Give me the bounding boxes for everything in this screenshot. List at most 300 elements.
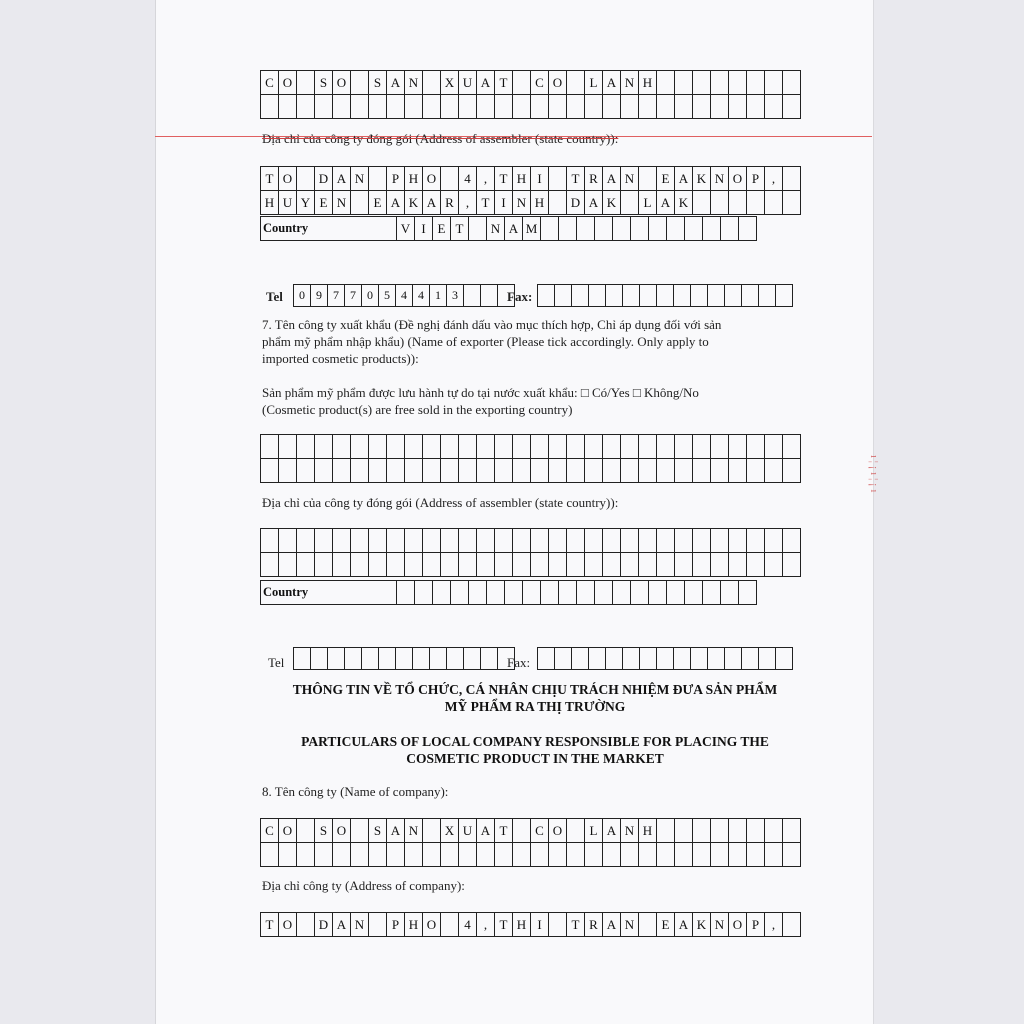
digit-cell[interactable]: 0 — [362, 285, 379, 307]
grid-cell-empty[interactable] — [549, 529, 567, 553]
grid-cell-empty[interactable] — [711, 435, 729, 459]
assembler-country-row-empty[interactable] — [260, 580, 757, 605]
country-cell — [469, 581, 487, 605]
red-stamp-mark: ı ¦ ¡ ı ¦ ¡ ı — [868, 455, 880, 493]
grid-cell — [477, 95, 495, 119]
heading-en-line1: PARTICULARS OF LOCAL COMPANY RESPONSIBLE FOR PLACING THE — [301, 734, 769, 749]
grid-cell-empty[interactable] — [603, 459, 621, 483]
digit-cell[interactable] — [362, 648, 379, 670]
digit-cell[interactable] — [606, 648, 623, 670]
grid-cell-empty[interactable] — [477, 459, 495, 483]
assembler-address-grid — [260, 166, 801, 215]
grid-cell: , — [765, 167, 783, 191]
digit-cell[interactable] — [464, 285, 481, 307]
grid-cell-empty[interactable] — [315, 459, 333, 483]
grid-cell: E — [369, 191, 387, 215]
country-cell — [397, 581, 415, 605]
grid-cell — [675, 843, 693, 867]
grid-cell-empty[interactable] — [549, 459, 567, 483]
digit-cell[interactable] — [572, 285, 589, 307]
grid-cell: K — [405, 191, 423, 215]
grid-cell-empty[interactable] — [351, 435, 369, 459]
country-cell — [721, 217, 739, 241]
grid-cell-empty[interactable] — [495, 529, 513, 553]
grid-cell: A — [423, 191, 441, 215]
grid-cell — [693, 71, 711, 95]
country-cell: V — [397, 217, 415, 241]
grid-cell: N — [621, 167, 639, 191]
grid-cell-empty[interactable] — [783, 459, 801, 483]
grid-cell: T — [567, 167, 585, 191]
grid-cell-empty[interactable] — [585, 553, 603, 577]
digit-cell[interactable] — [691, 648, 708, 670]
grid-cell: , — [765, 913, 783, 937]
digit-cell[interactable] — [413, 648, 430, 670]
digit-cell[interactable] — [430, 648, 447, 670]
grid-cell-empty[interactable] — [693, 459, 711, 483]
grid-cell-empty[interactable] — [765, 435, 783, 459]
grid-cell-empty[interactable] — [585, 435, 603, 459]
grid-cell-empty[interactable] — [729, 435, 747, 459]
grid-cell — [549, 913, 567, 937]
grid-cell-empty[interactable] — [513, 529, 531, 553]
grid-cell — [765, 191, 783, 215]
grid-cell-empty[interactable] — [441, 553, 459, 577]
digit-cell[interactable] — [589, 285, 606, 307]
grid-cell-empty[interactable] — [657, 553, 675, 577]
grid-cell: A — [603, 819, 621, 843]
digit-cell[interactable] — [742, 285, 759, 307]
grid-cell: U — [279, 191, 297, 215]
grid-cell-empty[interactable] — [549, 435, 567, 459]
grid-cell-empty[interactable] — [261, 529, 279, 553]
grid-cell: N — [351, 167, 369, 191]
tel-field-2[interactable] — [293, 647, 515, 670]
grid-cell-empty[interactable] — [621, 459, 639, 483]
grid-cell: A — [387, 191, 405, 215]
grid-cell — [333, 843, 351, 867]
digit-cell[interactable] — [725, 648, 742, 670]
grid-cell: I — [531, 913, 549, 937]
grid-cell: I — [495, 191, 513, 215]
grid-cell — [369, 95, 387, 119]
digit-cell[interactable] — [674, 285, 691, 307]
grid-cell — [369, 843, 387, 867]
grid-cell: S — [315, 71, 333, 95]
grid-cell — [765, 95, 783, 119]
fax-field-2[interactable] — [537, 647, 793, 670]
grid-cell-empty[interactable] — [279, 553, 297, 577]
grid-cell-empty[interactable] — [603, 435, 621, 459]
fax-field[interactable] — [537, 284, 793, 307]
grid-cell — [729, 95, 747, 119]
digit-cell[interactable] — [623, 648, 640, 670]
grid-cell-empty[interactable] — [783, 553, 801, 577]
grid-cell — [423, 71, 441, 95]
country-cell — [631, 217, 649, 241]
digit-cell[interactable] — [328, 648, 345, 670]
grid-cell-empty[interactable] — [441, 529, 459, 553]
grid-cell — [369, 913, 387, 937]
grid-cell-empty[interactable] — [405, 459, 423, 483]
grid-cell-empty[interactable] — [423, 459, 441, 483]
grid-cell-empty[interactable] — [441, 435, 459, 459]
grid-cell: H — [261, 191, 279, 215]
digit-cell[interactable] — [396, 648, 413, 670]
grid-cell-empty[interactable] — [585, 529, 603, 553]
grid-cell: T — [567, 913, 585, 937]
grid-cell-empty[interactable] — [495, 459, 513, 483]
grid-cell — [297, 819, 315, 843]
grid-cell-empty[interactable] — [531, 553, 549, 577]
grid-cell — [441, 843, 459, 867]
grid-cell-empty[interactable] — [387, 435, 405, 459]
grid-cell: O — [549, 819, 567, 843]
digit-cell[interactable] — [759, 285, 776, 307]
grid-cell — [693, 95, 711, 119]
grid-cell-empty[interactable] — [351, 553, 369, 577]
grid-cell — [477, 843, 495, 867]
digit-cell[interactable]: 1 — [430, 285, 447, 307]
grid-cell-empty[interactable] — [531, 435, 549, 459]
grid-cell-empty[interactable] — [549, 553, 567, 577]
grid-cell-empty[interactable] — [387, 529, 405, 553]
grid-cell — [783, 843, 801, 867]
grid-cell-empty[interactable] — [261, 553, 279, 577]
grid-cell — [657, 71, 675, 95]
grid-cell-empty[interactable] — [693, 529, 711, 553]
grid-cell-empty[interactable] — [495, 553, 513, 577]
grid-cell-empty[interactable] — [639, 553, 657, 577]
digit-cell[interactable] — [606, 285, 623, 307]
grid-cell-empty[interactable] — [279, 435, 297, 459]
grid-cell: T — [495, 167, 513, 191]
digit-cell[interactable] — [481, 648, 498, 670]
digit-cell[interactable] — [674, 648, 691, 670]
grid-cell-empty[interactable] — [333, 459, 351, 483]
grid-cell-empty[interactable] — [765, 459, 783, 483]
tel-label: Tel — [266, 289, 283, 304]
grid-cell-empty[interactable] — [765, 529, 783, 553]
section7-line1: 7. Tên công ty xuất khẩu (Đề nghị đánh dấu vào mục thích hợp, Chỉ áp dụng đối với sản — [262, 317, 722, 332]
digit-cell[interactable] — [725, 285, 742, 307]
digit-cell[interactable] — [538, 648, 555, 670]
digit-cell[interactable]: 4 — [413, 285, 430, 307]
grid-cell-empty[interactable] — [657, 435, 675, 459]
digit-cell[interactable]: 4 — [396, 285, 413, 307]
grid-cell: H — [639, 819, 657, 843]
grid-cell: H — [513, 167, 531, 191]
grid-cell — [387, 843, 405, 867]
grid-cell — [765, 819, 783, 843]
grid-cell-empty[interactable] — [747, 459, 765, 483]
grid-cell-empty[interactable] — [657, 529, 675, 553]
grid-cell: , — [477, 167, 495, 191]
digit-cell[interactable]: 5 — [379, 285, 396, 307]
document-page — [155, 0, 874, 1024]
grid-cell-empty[interactable] — [567, 459, 585, 483]
grid-cell-empty[interactable] — [531, 459, 549, 483]
grid-cell-empty[interactable] — [711, 553, 729, 577]
grid-cell — [711, 819, 729, 843]
country-cell — [667, 581, 685, 605]
grid-cell — [621, 95, 639, 119]
grid-cell — [495, 843, 513, 867]
grid-cell-empty[interactable] — [369, 435, 387, 459]
grid-cell: S — [369, 819, 387, 843]
digit-cell[interactable] — [640, 285, 657, 307]
grid-cell-empty[interactable] — [333, 553, 351, 577]
grid-cell-empty[interactable] — [747, 435, 765, 459]
grid-cell — [639, 843, 657, 867]
grid-cell-empty[interactable] — [459, 529, 477, 553]
grid-cell-empty[interactable] — [387, 459, 405, 483]
grid-cell — [747, 819, 765, 843]
grid-cell-empty[interactable] — [279, 459, 297, 483]
grid-cell-empty[interactable] — [639, 529, 657, 553]
digit-cell[interactable]: 7 — [345, 285, 362, 307]
grid-cell-empty[interactable] — [369, 529, 387, 553]
grid-cell-empty[interactable] — [315, 553, 333, 577]
grid-cell-empty[interactable] — [405, 553, 423, 577]
grid-cell-empty[interactable] — [639, 435, 657, 459]
digit-cell[interactable]: 9 — [311, 285, 328, 307]
grid-cell — [351, 71, 369, 95]
grid-cell — [603, 95, 621, 119]
assembler-address-label-2: Địa chỉ của công ty đóng gói (Address of assembler (state country)): — [262, 495, 619, 510]
grid-cell-empty[interactable] — [477, 553, 495, 577]
grid-cell-empty[interactable] — [387, 553, 405, 577]
country-label: Country — [261, 217, 397, 241]
grid-cell-empty[interactable] — [675, 435, 693, 459]
grid-cell-empty[interactable] — [675, 553, 693, 577]
grid-cell-empty[interactable] — [729, 553, 747, 577]
grid-cell-empty[interactable] — [423, 529, 441, 553]
grid-cell — [297, 95, 315, 119]
grid-cell: C — [261, 819, 279, 843]
grid-cell-empty[interactable] — [423, 553, 441, 577]
grid-cell-empty[interactable] — [297, 529, 315, 553]
country-cell — [415, 581, 433, 605]
grid-cell-empty[interactable] — [477, 435, 495, 459]
grid-cell: A — [477, 71, 495, 95]
grid-cell: N — [333, 191, 351, 215]
digit-cell[interactable] — [623, 285, 640, 307]
grid-cell-empty[interactable] — [333, 435, 351, 459]
grid-cell — [315, 843, 333, 867]
grid-cell-empty[interactable] — [351, 459, 369, 483]
digit-cell[interactable] — [464, 648, 481, 670]
grid-cell-empty[interactable] — [693, 553, 711, 577]
grid-cell-empty[interactable] — [315, 529, 333, 553]
grid-cell-empty[interactable] — [711, 459, 729, 483]
fax-label: Fax: — [507, 289, 533, 304]
grid-cell-empty[interactable] — [351, 529, 369, 553]
digit-cell[interactable] — [708, 648, 725, 670]
grid-cell-empty[interactable] — [297, 553, 315, 577]
grid-cell — [693, 191, 711, 215]
company-address-grid — [260, 912, 801, 937]
grid-cell-empty[interactable] — [261, 459, 279, 483]
grid-cell: A — [387, 819, 405, 843]
digit-cell[interactable] — [555, 648, 572, 670]
grid-cell — [513, 819, 531, 843]
grid-cell: A — [657, 191, 675, 215]
grid-cell — [657, 843, 675, 867]
grid-cell-empty[interactable] — [477, 529, 495, 553]
grid-cell — [549, 95, 567, 119]
grid-cell — [279, 843, 297, 867]
grid-cell: A — [603, 71, 621, 95]
grid-cell: D — [567, 191, 585, 215]
digit-cell[interactable] — [481, 285, 498, 307]
grid-cell-empty[interactable] — [513, 435, 531, 459]
grid-cell-empty[interactable] — [567, 529, 585, 553]
grid-cell — [675, 95, 693, 119]
grid-cell-empty[interactable] — [369, 553, 387, 577]
digit-cell[interactable] — [657, 285, 674, 307]
country-cell — [703, 581, 721, 605]
grid-cell-empty[interactable] — [513, 553, 531, 577]
grid-cell-empty[interactable] — [513, 459, 531, 483]
grid-cell — [351, 191, 369, 215]
grid-cell-empty[interactable] — [495, 435, 513, 459]
grid-cell: N — [351, 913, 369, 937]
grid-cell-empty[interactable] — [603, 553, 621, 577]
grid-cell-empty[interactable] — [297, 459, 315, 483]
digit-cell[interactable] — [776, 648, 793, 670]
grid-cell-empty[interactable] — [405, 435, 423, 459]
grid-cell-empty[interactable] — [567, 435, 585, 459]
grid-cell-empty[interactable] — [531, 529, 549, 553]
grid-cell-empty[interactable] — [729, 529, 747, 553]
grid-cell — [603, 843, 621, 867]
grid-cell-empty[interactable] — [369, 459, 387, 483]
digit-cell[interactable] — [589, 648, 606, 670]
grid-cell: C — [531, 819, 549, 843]
grid-cell: O — [279, 71, 297, 95]
grid-cell-empty[interactable] — [441, 459, 459, 483]
digit-cell[interactable] — [657, 648, 674, 670]
grid-cell-empty[interactable] — [459, 435, 477, 459]
digit-cell[interactable] — [572, 648, 589, 670]
country-label: Country — [261, 581, 397, 605]
grid-cell — [315, 95, 333, 119]
country-cell — [667, 217, 685, 241]
country-cell — [541, 217, 559, 241]
grid-cell: U — [459, 71, 477, 95]
grid-cell: H — [513, 913, 531, 937]
digit-cell[interactable] — [640, 648, 657, 670]
digit-cell[interactable] — [538, 285, 555, 307]
grid-cell — [765, 71, 783, 95]
grid-cell-empty[interactable] — [657, 459, 675, 483]
digit-cell[interactable] — [776, 285, 793, 307]
digit-cell[interactable] — [691, 285, 708, 307]
grid-cell-empty[interactable] — [315, 435, 333, 459]
grid-cell: K — [675, 191, 693, 215]
digit-cell[interactable] — [742, 648, 759, 670]
grid-cell — [657, 95, 675, 119]
grid-cell-empty[interactable] — [765, 553, 783, 577]
grid-cell: D — [315, 913, 333, 937]
grid-cell-empty[interactable] — [621, 529, 639, 553]
digit-cell[interactable] — [379, 648, 396, 670]
grid-cell-empty[interactable] — [621, 435, 639, 459]
exporter-name-grid — [260, 70, 801, 119]
grid-cell-empty[interactable] — [675, 459, 693, 483]
grid-cell-empty[interactable] — [279, 529, 297, 553]
grid-cell: H — [405, 167, 423, 191]
digit-cell[interactable]: 7 — [328, 285, 345, 307]
grid-cell — [351, 819, 369, 843]
digit-cell[interactable] — [447, 648, 464, 670]
digit-cell[interactable] — [294, 648, 311, 670]
exporter-name-grid-empty[interactable] — [260, 434, 801, 483]
grid-cell-empty[interactable] — [729, 459, 747, 483]
grid-cell — [783, 167, 801, 191]
digit-cell[interactable] — [555, 285, 572, 307]
grid-cell-empty[interactable] — [603, 529, 621, 553]
grid-cell: C — [261, 71, 279, 95]
grid-cell-empty[interactable] — [261, 435, 279, 459]
grid-cell-empty[interactable] — [783, 435, 801, 459]
grid-cell-empty[interactable] — [423, 435, 441, 459]
grid-cell — [783, 95, 801, 119]
grid-cell-empty[interactable] — [297, 435, 315, 459]
assembler-address-grid-empty[interactable] — [260, 528, 801, 577]
grid-cell — [765, 843, 783, 867]
grid-cell-empty[interactable] — [333, 529, 351, 553]
grid-cell-empty[interactable] — [459, 459, 477, 483]
grid-cell — [729, 819, 747, 843]
grid-cell: K — [693, 167, 711, 191]
digit-cell[interactable] — [345, 648, 362, 670]
grid-cell-empty[interactable] — [783, 529, 801, 553]
grid-cell: C — [531, 71, 549, 95]
grid-cell-empty[interactable] — [747, 529, 765, 553]
grid-cell: L — [639, 191, 657, 215]
grid-cell — [423, 819, 441, 843]
tel-field[interactable] — [293, 284, 515, 307]
digit-cell[interactable] — [311, 648, 328, 670]
grid-cell: N — [513, 191, 531, 215]
country-cell — [685, 217, 703, 241]
digit-cell[interactable]: 0 — [294, 285, 311, 307]
grid-cell-empty[interactable] — [747, 553, 765, 577]
country-cell — [451, 581, 469, 605]
digit-cell[interactable] — [759, 648, 776, 670]
grid-cell: , — [459, 191, 477, 215]
grid-cell: E — [657, 913, 675, 937]
country-cell — [577, 217, 595, 241]
grid-cell-empty[interactable] — [459, 553, 477, 577]
digit-cell[interactable] — [708, 285, 725, 307]
grid-cell-empty[interactable] — [405, 529, 423, 553]
grid-cell: D — [315, 167, 333, 191]
grid-cell-empty[interactable] — [621, 553, 639, 577]
grid-cell-empty[interactable] — [693, 435, 711, 459]
digit-cell[interactable]: 3 — [447, 285, 464, 307]
grid-cell: O — [279, 913, 297, 937]
grid-cell-empty[interactable] — [585, 459, 603, 483]
grid-cell: O — [423, 913, 441, 937]
grid-cell-empty[interactable] — [711, 529, 729, 553]
grid-cell-empty[interactable] — [567, 553, 585, 577]
grid-cell: A — [333, 167, 351, 191]
grid-cell-empty[interactable] — [675, 529, 693, 553]
grid-cell-empty[interactable] — [639, 459, 657, 483]
